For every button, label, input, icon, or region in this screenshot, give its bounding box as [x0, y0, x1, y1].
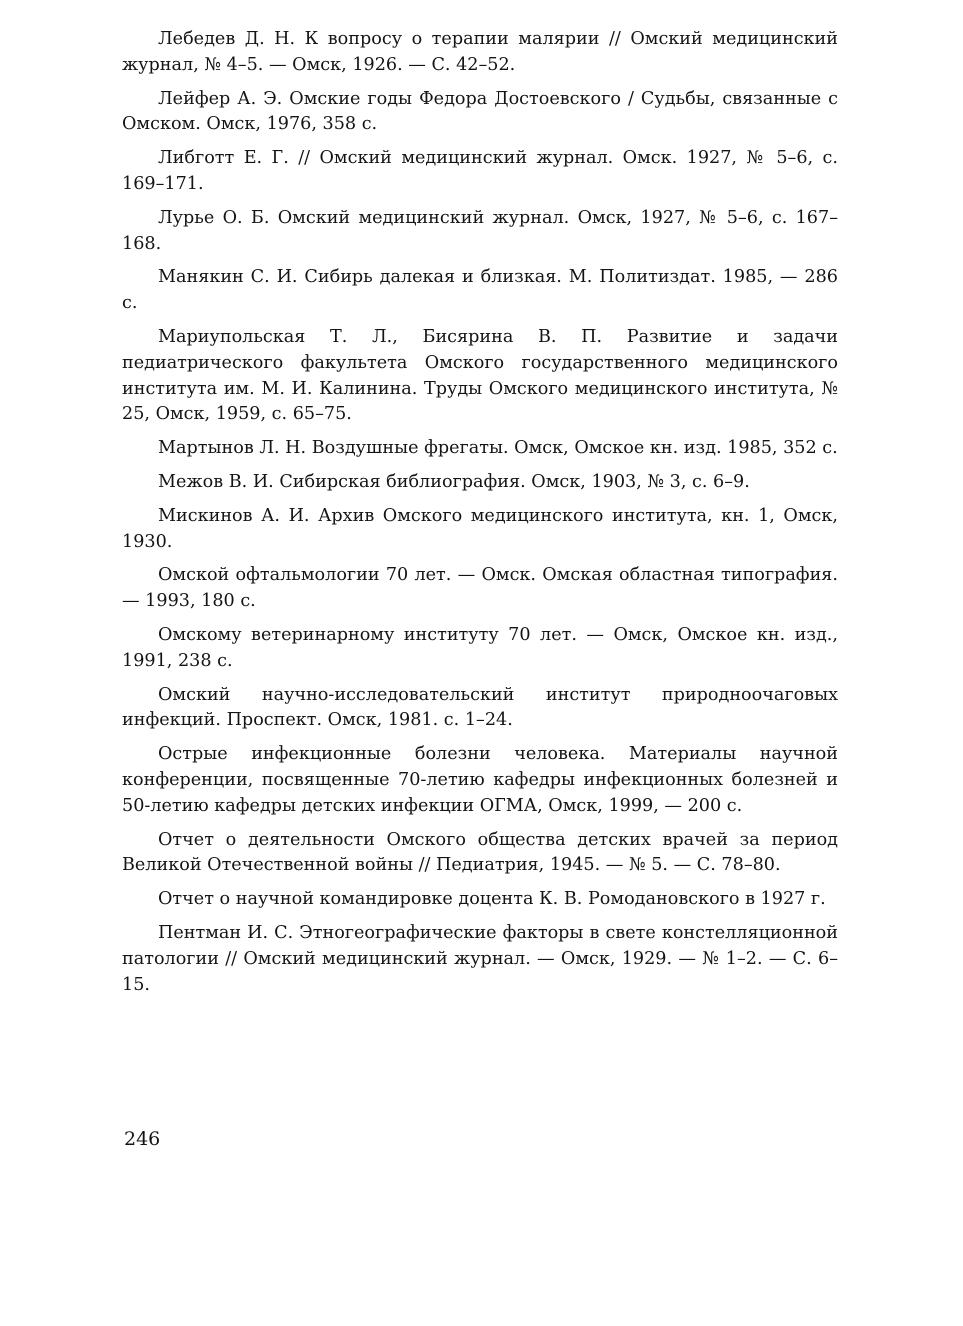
bibliography-list [122, 27, 838, 1006]
bibliography-entry: Пентман И. С. Этногеографические факторы в свете констелляционной патологии // Омский медицинский журнал. — Омск, 1929. — № 1–2. — С. 6–15. [122, 922, 838, 995]
bibliography-entry: Омский научно-исследовательский институт природноочаговых инфекций. Проспект. Омск, 1981. с. 1–24. [122, 684, 838, 731]
bibliography-entry: Межов В. И. Сибирская библиография. Омск, 1903, № 3, с. 6–9. [158, 471, 750, 492]
bibliography-entry: Мискинов А. И. Архив Омского медицинского института, кн. 1, Омск, 1930. [122, 505, 838, 552]
bibliography-entry: Манякин С. И. Сибирь далекая и близкая. М. Политиздат. 1985, — 286 с. [122, 267, 838, 314]
bibliography-entry: Острые инфекционные болезни человека. Материалы научной конференции, посвященные 70-летию кафедры инфекционных болезней и 50-летию кафедры детских инфекции ОГМА, Омск, 1999, — 200 с. [122, 744, 838, 816]
bibliography-entry: Либготт Е. Г. // Омский медицинский журнал. Омск. 1927, № 5–6, с. 169–171. [122, 148, 838, 194]
bibliography-entry: Лурье О. Б. Омский медицинский журнал. Омск, 1927, № 5–6, с. 167–168. [122, 207, 838, 254]
bibliography-entry: Лебедев Д. Н. К вопросу о терапии малярии // Омский медицинский журнал, № 4–5. — Омск, 1926. — С. 42–52. [122, 29, 838, 75]
bibliography-entry: Отчет о деятельности Омского общества детских врачей за период Великой Отечественной войны // Педиатрия, 1945. — № 5. — С. 78–80. [122, 829, 838, 876]
bibliography-entry: Мариупольская Т. Л., Бисярина В. П. Развитие и задачи педиатрического факультета Омского государственного медицинского института им. М. И. Калинина. Труды Омского медицинского института, № 25, Омск, 1959, с. 65–75. [122, 326, 838, 425]
page-number: 246 [124, 1128, 161, 1150]
bibliography-entry: Омскому ветеринарному институту 70 лет. — Омск, Омское кн. изд., 1991, 238 с. [122, 624, 838, 671]
bibliography-entry: Лейфер А. Э. Омские годы Федора Достоевского / Судьбы, связанные с Омском. Омск, 1976, 358 с. [122, 88, 838, 135]
bibliography-entry: Отчет о научной командировке доцента К. В. Ромодановского в 1927 г. [158, 889, 826, 910]
bibliography-entry: Омской офтальмологии 70 лет. — Омск. Омская областная типография. — 1993, 180 с. [122, 565, 838, 612]
bibliography-entry: Мартынов Л. Н. Воздушные фрегаты. Омск, Омское кн. изд. 1985, 352 с. [158, 438, 838, 459]
